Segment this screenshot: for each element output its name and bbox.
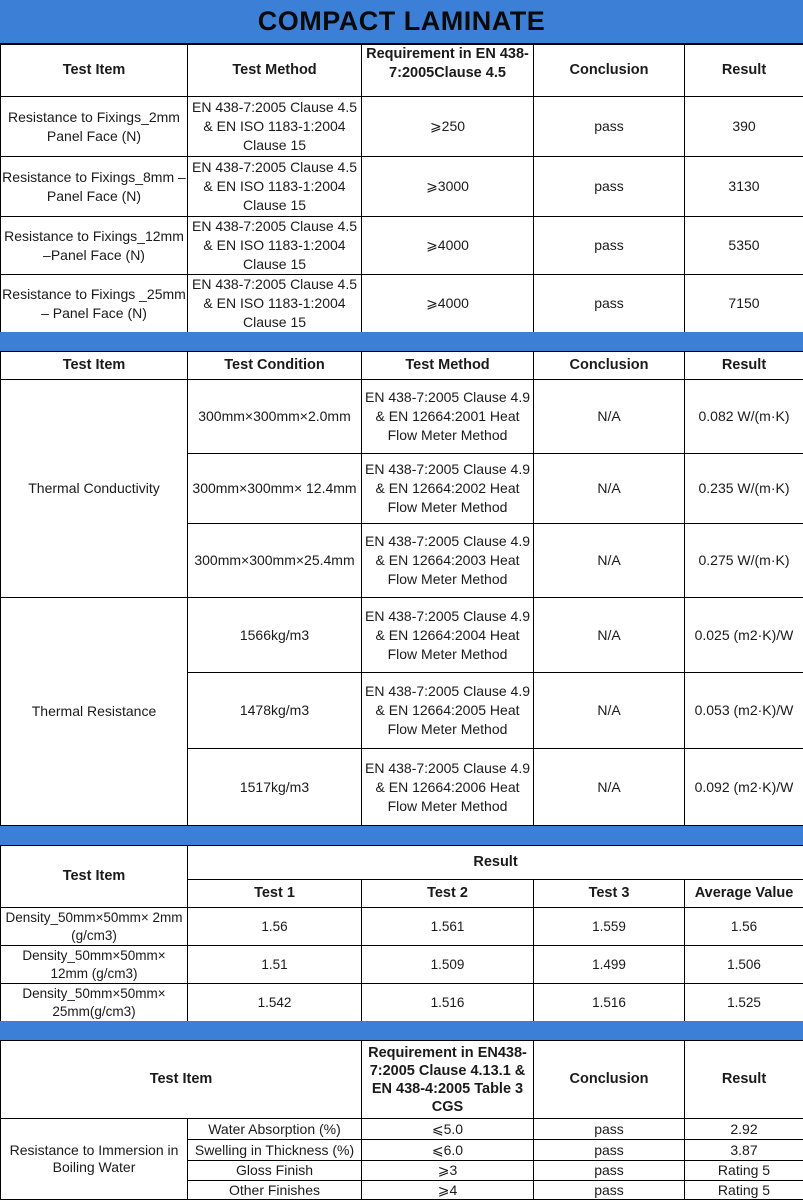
cell-test-condition: 1566kg/m3 — [188, 598, 362, 673]
table-row — [1, 946, 803, 984]
cell-test-method: EN 438-7:2005 Clause 4.9 & EN 12664:2002 Heat Flow Meter Method — [362, 454, 534, 524]
cell-test-condition: 300mm×300mm×2.0mm — [188, 380, 362, 454]
cell-result: 7150 — [685, 275, 803, 333]
cell-test-3: 1.559 — [534, 908, 685, 946]
cell-sub-item: Gloss Finish — [188, 1161, 362, 1181]
cell-test-item: Density_50mm×50mm× 2mm (g/cm3) — [1, 908, 188, 946]
cell-test-item: Thermal Resistance — [1, 598, 188, 826]
cell-conclusion: pass — [534, 97, 685, 157]
cell-test-item: Density_50mm×50mm× 12mm (g/cm3) — [1, 946, 188, 984]
table-row — [1, 157, 803, 217]
cell-test-item: Resistance to Fixings_12mm –Panel Face (N) — [1, 217, 188, 275]
cell-test-item: Thermal Conductivity — [1, 380, 188, 598]
section-divider — [0, 826, 803, 845]
cell-sub-item: Water Absorption (%) — [188, 1119, 362, 1140]
cell-test-item: Density_50mm×50mm× 25mm(g/cm3) — [1, 984, 188, 1022]
table-row — [1, 598, 803, 673]
table-row — [1, 217, 803, 275]
header-test-method: Test Method — [362, 352, 534, 380]
header-test-method: Test Method — [188, 45, 362, 97]
header-test-1: Test 1 — [188, 880, 362, 908]
cell-result: 390 — [685, 97, 803, 157]
section-divider — [0, 332, 803, 351]
table-row — [1, 908, 803, 946]
cell-test-method: EN 438-7:2005 Clause 4.9 & EN 12664:2004 Heat Flow Meter Method — [362, 598, 534, 673]
header-test-item: Test Item — [1, 45, 188, 97]
cell-requirement: ⩾3 — [362, 1161, 534, 1181]
table-row — [1, 380, 803, 454]
header-result: Result — [188, 846, 803, 880]
cell-conclusion: N/A — [534, 454, 685, 524]
header-test-item: Test Item — [1, 846, 188, 908]
cell-requirement: ⩽6.0 — [362, 1140, 534, 1161]
cell-conclusion: N/A — [534, 598, 685, 673]
cell-conclusion: pass — [534, 1140, 685, 1161]
cell-test-method: EN 438-7:2005 Clause 4.9 & EN 12664:2006 Heat Flow Meter Method — [362, 749, 534, 826]
cell-result: 0.092 (m2·K)/W — [685, 749, 803, 826]
header-conclusion: Conclusion — [534, 45, 685, 97]
cell-conclusion: pass — [534, 1119, 685, 1140]
cell-test-1: 1.51 — [188, 946, 362, 984]
cell-test-method: EN 438-7:2005 Clause 4.5 & EN ISO 1183-1:2004 Clause 15 — [188, 97, 362, 157]
thermal-table — [0, 351, 803, 826]
cell-test-condition: 1478kg/m3 — [188, 673, 362, 749]
fixings-table — [0, 44, 803, 333]
header-average-value: Average Value — [685, 880, 803, 908]
header-test-condition: Test Condition — [188, 352, 362, 380]
cell-result: 0.275 W/(m·K) — [685, 524, 803, 598]
table-header-row — [1, 846, 803, 880]
cell-requirement: ⩾250 — [362, 97, 534, 157]
table-row — [1, 1119, 803, 1140]
cell-test-item: Resistance to Fixings _25mm – Panel Face (N) — [1, 275, 188, 333]
cell-result: 3130 — [685, 157, 803, 217]
cell-test-method: EN 438-7:2005 Clause 4.9 & EN 12664:2001 Heat Flow Meter Method — [362, 380, 534, 454]
cell-test-2: 1.509 — [362, 946, 534, 984]
header-test-item: Test Item — [1, 352, 188, 380]
cell-average-value: 1.56 — [685, 908, 803, 946]
header-test-3: Test 3 — [534, 880, 685, 908]
density-table — [0, 845, 803, 1022]
cell-result: Rating 5 — [685, 1181, 803, 1200]
header-conclusion: Conclusion — [534, 1041, 685, 1119]
cell-requirement: ⩾3000 — [362, 157, 534, 217]
cell-conclusion: pass — [534, 217, 685, 275]
cell-conclusion: N/A — [534, 380, 685, 454]
cell-test-2: 1.561 — [362, 908, 534, 946]
cell-requirement: ⩾4 — [362, 1181, 534, 1200]
header-result: Result — [685, 352, 803, 380]
cell-test-1: 1.542 — [188, 984, 362, 1022]
boiling-water-table — [0, 1040, 803, 1200]
page-title: COMPACT LAMINATE — [0, 0, 803, 44]
table-header-row — [1, 45, 803, 97]
header-requirement: Requirement in EN438-7:2005 Clause 4.13.1 & EN 438-4:2005 Table 3 CGS — [362, 1041, 534, 1119]
cell-result: 0.082 W/(m·K) — [685, 380, 803, 454]
cell-result: 3.87 — [685, 1140, 803, 1161]
cell-conclusion: N/A — [534, 749, 685, 826]
cell-average-value: 1.506 — [685, 946, 803, 984]
cell-test-item: Resistance to Fixings_2mm Panel Face (N) — [1, 97, 188, 157]
header-test-item: Test Item — [1, 1041, 362, 1119]
cell-test-item: Resistance to Immersion in Boiling Water — [1, 1119, 188, 1200]
cell-requirement: ⩽5.0 — [362, 1119, 534, 1140]
table-row — [1, 984, 803, 1022]
cell-conclusion: N/A — [534, 524, 685, 598]
cell-result: 5350 — [685, 217, 803, 275]
cell-sub-item: Swelling in Thickness (%) — [188, 1140, 362, 1161]
cell-test-condition: 300mm×300mm×25.4mm — [188, 524, 362, 598]
cell-sub-item: Other Finishes — [188, 1181, 362, 1200]
cell-conclusion: pass — [534, 1181, 685, 1200]
table-row — [1, 275, 803, 333]
cell-test-3: 1.499 — [534, 946, 685, 984]
cell-requirement: ⩾4000 — [362, 275, 534, 333]
cell-result: 0.235 W/(m·K) — [685, 454, 803, 524]
cell-average-value: 1.525 — [685, 984, 803, 1022]
header-conclusion: Conclusion — [534, 352, 685, 380]
cell-test-method: EN 438-7:2005 Clause 4.5 & EN ISO 1183-1:2004 Clause 15 — [188, 157, 362, 217]
cell-conclusion: pass — [534, 275, 685, 333]
cell-test-3: 1.516 — [534, 984, 685, 1022]
cell-conclusion: N/A — [534, 673, 685, 749]
cell-test-method: EN 438-7:2005 Clause 4.9 & EN 12664:2005 Heat Flow Meter Method — [362, 673, 534, 749]
cell-test-condition: 300mm×300mm× 12.4mm — [188, 454, 362, 524]
header-result: Result — [685, 45, 803, 97]
header-requirement: Requirement in EN 438-7:2005Clause 4.5 — [362, 45, 534, 97]
cell-test-condition: 1517kg/m3 — [188, 749, 362, 826]
cell-result: 0.025 (m2·K)/W — [685, 598, 803, 673]
cell-test-2: 1.516 — [362, 984, 534, 1022]
cell-test-1: 1.56 — [188, 908, 362, 946]
table-header-row — [1, 352, 803, 380]
cell-conclusion: pass — [534, 1161, 685, 1181]
cell-conclusion: pass — [534, 157, 685, 217]
cell-result: 2.92 — [685, 1119, 803, 1140]
cell-result: Rating 5 — [685, 1161, 803, 1181]
cell-test-method: EN 438-7:2005 Clause 4.5 & EN ISO 1183-1:2004 Clause 15 — [188, 275, 362, 333]
header-test-2: Test 2 — [362, 880, 534, 908]
table-header-row — [1, 1041, 803, 1119]
cell-test-item: Resistance to Fixings_8mm –Panel Face (N) — [1, 157, 188, 217]
cell-result: 0.053 (m2·K)/W — [685, 673, 803, 749]
header-result: Result — [685, 1041, 803, 1119]
cell-test-method: EN 438-7:2005 Clause 4.5 & EN ISO 1183-1:2004 Clause 15 — [188, 217, 362, 275]
cell-requirement: ⩾4000 — [362, 217, 534, 275]
table-row — [1, 97, 803, 157]
section-divider — [0, 1021, 803, 1040]
cell-test-method: EN 438-7:2005 Clause 4.9 & EN 12664:2003 Heat Flow Meter Method — [362, 524, 534, 598]
